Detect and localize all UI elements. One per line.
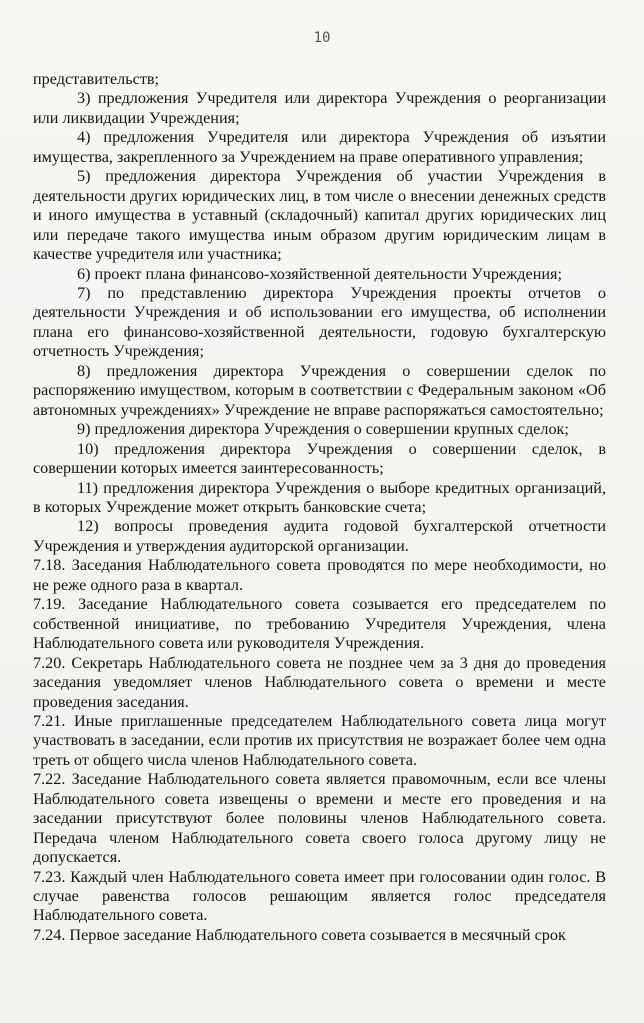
paragraph: представительств; <box>33 70 160 88</box>
section-7-21: 7.21. Иные приглашенные председателем Наблюдательного совета лица могут участвовать в заседании, если против их присутствия не возражает более чем одна треть от общего числа членов Наблюдательного совета. <box>33 711 606 769</box>
list-item-6: 6) проект плана финансово-хозяйственной деятельности Учреждения; <box>77 264 562 283</box>
list-item-9: 9) предложения директора Учреждения о совершении крупных сделок; <box>77 420 569 439</box>
document-body <box>33 70 606 945</box>
section-7-24: 7.24. Первое заседание Наблюдательного совета созывается в месячный срок <box>33 925 566 944</box>
list-item-12: 12) вопросы проведения аудита годовой бухгалтерской отчетности Учреждения и утверждения аудиторской организации. <box>33 517 606 555</box>
section-7-23: 7.23. Каждый член Наблюдательного совета имеет при голосовании один голос. В случае равенства голосов решающим является голос председателя Наблюдательного совета. <box>33 867 606 925</box>
section-7-20: 7.20. Секретарь Наблюдательного совета не позднее чем за 3 дня до проведения заседания уведомляет членов Наблюдательного совета о времени и месте проведения заседания. <box>33 653 606 711</box>
list-item-4: 4) предложения Учредителя или директора Учреждения об изъятии имущества, закрепленного за Учреждением на праве оперативного управления; <box>33 128 606 166</box>
list-item-10: 10) предложения директора Учреждения о совершении сделок, в совершении которых имеется заинтересованность; <box>33 439 606 478</box>
section-7-18: 7.18. Заседания Наблюдательного совета проводятся по мере необходимости, но не реже одного раза в квартал. <box>33 556 606 594</box>
list-item-7: 7) по представлению директора Учреждения проекты отчетов о деятельности Учреждения и об использовании его имущества, об исполнении плана его финансово-хозяйственной деятельности, годовую бухгалтерскую отчетность Учреждения; <box>33 283 606 361</box>
list-item-5: 5) предложения директора Учреждения об участии Учреждения в деятельности других юридических лиц, в том числе о внесении денежных средств и иного имущества в уставный (складочный) капитал других юридических лиц или передаче такого имущества иным образом другим юридическим лицам в качестве учредителя или участника; <box>33 167 606 264</box>
list-item-3: 3) предложения Учредителя или директора Учреждения о реорганизации или ликвидации Учреждения; <box>33 89 606 127</box>
section-7-19: 7.19. Заседание Наблюдательного совета созывается его председателем по собственной инициативе, по требованию Учредителя Учреждения, члена Наблюдательного совета или руководителя Учреждения. <box>33 595 606 653</box>
section-7-22: 7.22. Заседание Наблюдательного совета является правомочным, если все члены Наблюдательного совета извещены о времени и месте его проведения и на заседании присутствуют более половины членов Наблюдательного совета. Передача членом Наблюдательного совета своего голоса другому лицу не допускается. <box>33 770 606 867</box>
list-item-8: 8) предложения директора Учреждения о совершении сделок по распоряжению имуществом, которым в соответствии с Федеральным законом «Об автономных учреждениях» Учреждение не вправе распоряжаться самостоятельно; <box>33 361 606 419</box>
list-item-11: 11) предложения директора Учреждения о выборе кредитных организаций, в которых Учреждение может открыть банковские счета; <box>33 478 606 516</box>
page-number: 10 <box>313 30 331 46</box>
